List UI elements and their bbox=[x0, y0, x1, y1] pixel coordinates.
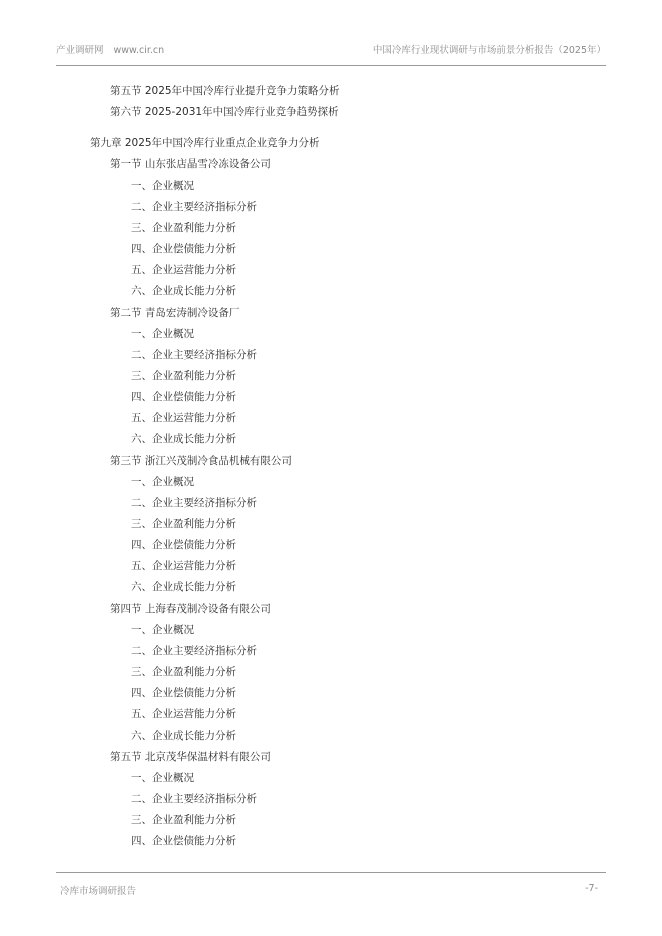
toc-item: 二、企业主要经济指标分析 bbox=[131, 200, 257, 213]
toc-item: 一、企业概况 bbox=[131, 771, 194, 784]
toc-item: 二、企业主要经济指标分析 bbox=[131, 644, 257, 657]
toc-item: 五、企业运营能力分析 bbox=[131, 560, 236, 573]
toc-section: 第四节 上海春茂制冷设备有限公司 bbox=[110, 602, 271, 615]
toc-item: 四、企业偿债能力分析 bbox=[131, 539, 236, 552]
toc-item: 一、企业概况 bbox=[131, 475, 194, 488]
toc-chapter: 第九章 2025年中国冷库行业重点企业竞争力分析 bbox=[90, 137, 320, 150]
toc-item: 二、企业主要经济指标分析 bbox=[131, 792, 257, 805]
site-url: www.cir.cn bbox=[113, 45, 165, 56]
toc-item: 二、企业主要经济指标分析 bbox=[131, 348, 257, 361]
toc-section: 第三节 浙江兴茂制冷食品机械有限公司 bbox=[110, 454, 292, 467]
toc-item: 六、企业成长能力分析 bbox=[131, 285, 236, 298]
page-footer bbox=[56, 872, 606, 902]
page-number: -7- bbox=[585, 883, 598, 894]
toc-item: 四、企业偿债能力分析 bbox=[131, 835, 236, 848]
toc-item: 一、企业概况 bbox=[131, 327, 194, 340]
toc-item: 四、企业偿债能力分析 bbox=[131, 391, 236, 404]
toc-item: 三、企业盈利能力分析 bbox=[131, 814, 236, 827]
toc-item: 三、企业盈利能力分析 bbox=[131, 369, 236, 382]
toc-section: 第六节 2025-2031年中国冷库行业竞争趋势探析 bbox=[110, 106, 339, 119]
header-site-info bbox=[56, 42, 164, 56]
page-header bbox=[56, 38, 606, 66]
toc-item: 三、企业盈利能力分析 bbox=[131, 666, 236, 678]
toc-item: 三、企业盈利能力分析 bbox=[131, 221, 236, 234]
toc-section: 第二节 青岛宏涛制冷设备厂 bbox=[110, 306, 240, 319]
site-name: 产业调研网 bbox=[56, 45, 104, 56]
toc-item: 六、企业成长能力分析 bbox=[131, 729, 236, 742]
toc-item: 六、企业成长能力分析 bbox=[131, 581, 236, 594]
toc-item: 五、企业运营能力分析 bbox=[131, 264, 236, 277]
toc-item: 五、企业运营能力分析 bbox=[131, 708, 236, 721]
toc-section: 第五节 北京茂华保温材料有限公司 bbox=[110, 750, 271, 763]
toc-item: 六、企业成长能力分析 bbox=[131, 433, 236, 446]
toc-item: 四、企业偿债能力分析 bbox=[131, 687, 236, 700]
toc-item: 一、企业概况 bbox=[131, 623, 194, 636]
toc-section: 第五节 2025年中国冷库行业提升竞争力策略分析 bbox=[110, 85, 340, 97]
toc-item: 一、企业概况 bbox=[131, 179, 194, 192]
toc-item: 二、企业主要经济指标分析 bbox=[131, 496, 257, 509]
toc-section: 第一节 山东张店晶雪冷冻设备公司 bbox=[110, 158, 271, 171]
toc-item: 四、企业偿债能力分析 bbox=[131, 243, 236, 256]
header-report-title: 中国冷库行业现状调研与市场前景分析报告（2025年） bbox=[372, 45, 606, 56]
toc-item: 三、企业盈利能力分析 bbox=[131, 518, 236, 530]
toc-item: 五、企业运营能力分析 bbox=[131, 412, 236, 425]
footer-report-name: 冷库市场调研报告 bbox=[60, 886, 137, 897]
